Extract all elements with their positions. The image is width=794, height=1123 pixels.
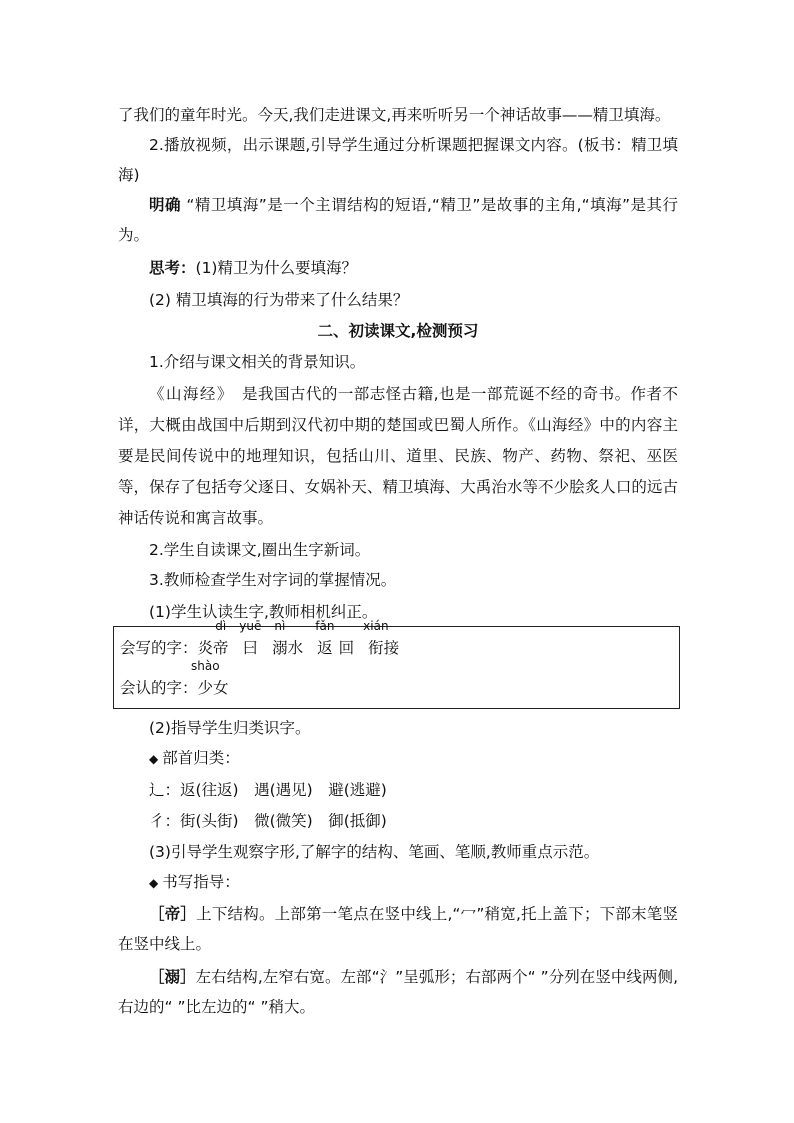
- paragraph-video: [118, 130, 678, 190]
- think-q2: (2) 精卫填海的行为带来了什么结果？: [149, 291, 409, 309]
- diamond-bullet-icon: ◆: [149, 752, 159, 766]
- di-label: ［帝］: [149, 905, 197, 923]
- pinyin: shào: [190, 659, 220, 673]
- write-char-0: 炎: [197, 639, 214, 657]
- read-char-0: shào 少: [190, 659, 220, 697]
- diamond-bullet-icon: ◆: [149, 876, 159, 890]
- paragraph-think: [149, 253, 679, 283]
- paragraph-intro-end: 了我们的童年时光。今天,我们走进课文,再来听听另一个神话故事——精卫填海。: [118, 106, 671, 124]
- paragraph-clarify: [118, 190, 678, 250]
- read-chars-row: [120, 659, 229, 703]
- radical-row-chuo: 辶：返(往返) 遇(遇见) 避(逃避): [149, 781, 387, 799]
- clarify-label: 明确: [149, 196, 181, 214]
- paragraph-di: ［帝］上下结构。上部第一笔点在竖中线上,“冖”稍宽,托上盖下；下部末笔竖在竖中线上。: [118, 905, 678, 953]
- think-q1: (1)精卫为什么要填海？: [195, 259, 357, 277]
- write-chars-row: [120, 619, 400, 663]
- read-label: 会认的字：: [120, 679, 198, 697]
- writing-heading: ◆ 书写指导：: [149, 873, 240, 891]
- clarify-text: “精卫填海”是一个主谓结构的短语,“精卫”是故事的主角,“填海”是其行为。: [118, 196, 678, 244]
- write-label: 会写的字：: [120, 639, 198, 657]
- write-char-1: dì 帝: [213, 619, 229, 657]
- pinyin: nì: [274, 619, 286, 633]
- write-char-7: xián 衔: [363, 619, 389, 657]
- paragraph-ni: ［溺］左右结构,左窄右宽。左部“氵”呈弧形；右部两个“ ”分列在竖中线两侧,右边的“ ”比左边的“ ”稍大。: [118, 968, 678, 1016]
- pinyin: yuē: [239, 619, 262, 633]
- paragraph-observe: (3)引导学生观察字形,了解字的结构、笔画、笔顺,教师重点示范。: [149, 843, 600, 861]
- write-char-2: yuē 曰: [239, 619, 262, 657]
- write-char-6: 回: [338, 639, 355, 657]
- write-char-8: 接: [383, 639, 400, 657]
- radical-heading: ◆ 部首归类：: [149, 749, 240, 767]
- think-label: 思考：: [149, 259, 196, 277]
- video-text: 2.播放视频，出示课题,引导学生通过分析课题把握课文内容。(板书：精卫填海): [118, 136, 678, 184]
- write-char-3: nì 溺: [272, 619, 288, 657]
- pinyin: xián: [363, 619, 389, 633]
- radical-row-chi: 彳：街(头街) 微(微笑) 御(抵御): [149, 812, 387, 830]
- character-table: [113, 619, 680, 709]
- pinyin: dì: [215, 619, 227, 633]
- book-title: 《山海经》: [149, 385, 227, 403]
- paragraph-classify: (2)指导学生归类识字。: [149, 719, 311, 737]
- read-char-1: 女: [213, 679, 229, 697]
- ni-label: ［溺］: [149, 968, 196, 986]
- pinyin: fǎn: [315, 619, 335, 633]
- write-char-5: fǎn 返: [315, 619, 335, 657]
- paragraph-read-aloud: (1)学生认读生字,教师相机纠正。: [149, 603, 378, 621]
- paragraph-check: 3.教师检查学生对字词的掌握情况。: [149, 571, 397, 589]
- paragraph-background-intro: 1.介绍与课文相关的背景知识。: [149, 353, 366, 371]
- paragraph-self-read: 2.学生自读课文,圈出生字新词。: [149, 541, 371, 559]
- write-char-4: 水: [287, 639, 304, 657]
- paragraph-shanhaijing: [118, 379, 678, 534]
- section-heading: 二、初读课文,检测预习: [317, 322, 479, 340]
- shanhaijing-text: 是我国古代的一部志怪古籍,也是一部荒诞不经的奇书。作者不详，大概由战国中后期到汉代初中期的楚国或巴蜀人所作。《山海经》中的内容主要是民间传说中的地理知识，包括山川、道里、民族、物产、药物、祭祀、巫医等，保存了包括夸父逐日、女娲补天、精卫填海、大禹治水等不少脍炙人口的远古神话传说和寓言故事。: [118, 385, 678, 527]
